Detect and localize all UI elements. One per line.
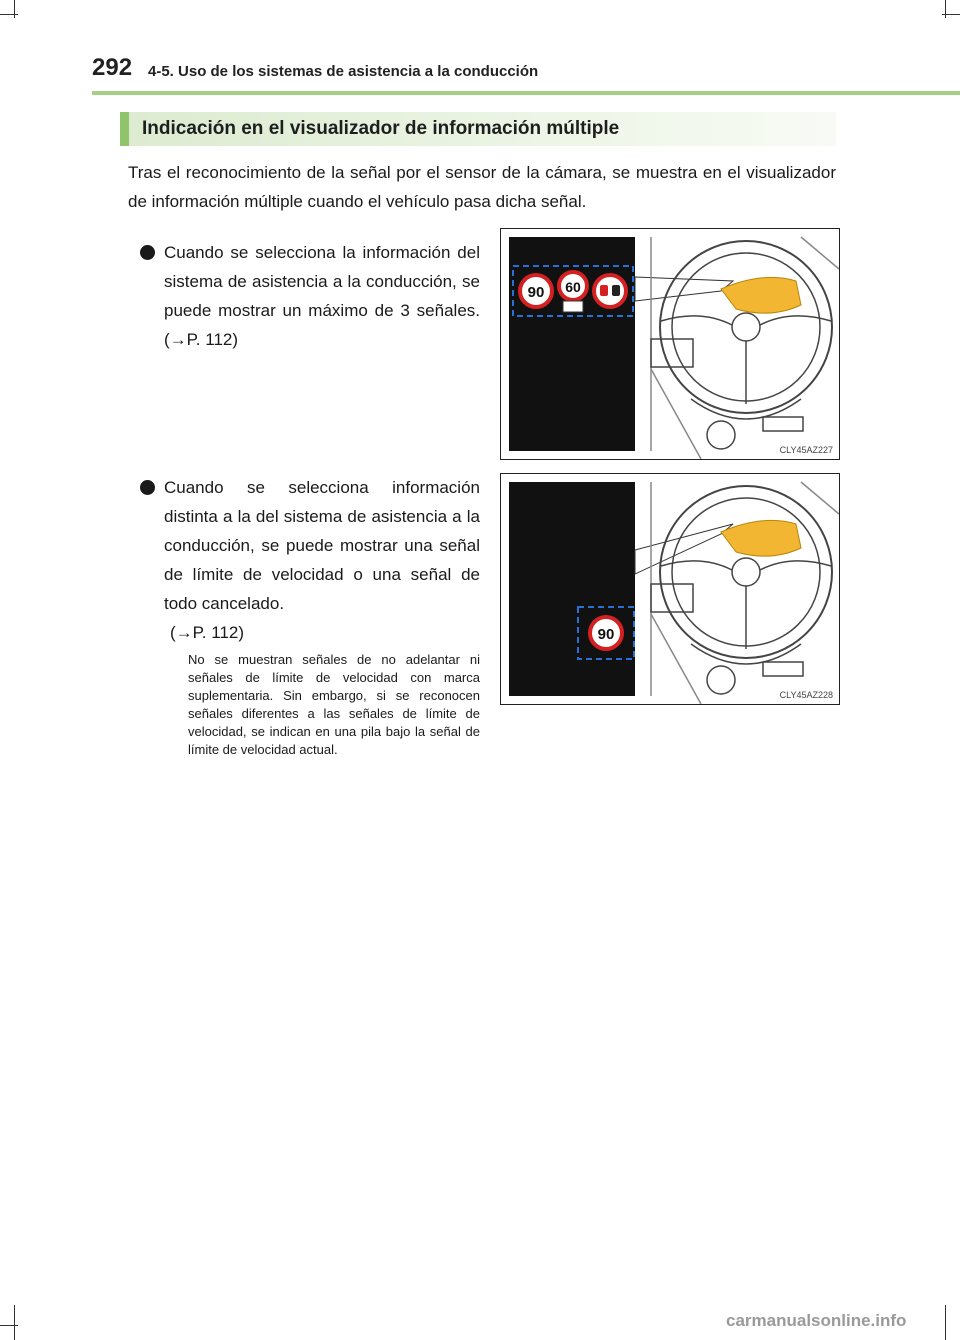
banner-accent xyxy=(120,112,129,146)
figure-dashboard-1-sign xyxy=(500,473,840,705)
crop-mark xyxy=(0,14,18,15)
page-number: 292 xyxy=(92,54,133,81)
speed-limit-sign-icon xyxy=(559,272,587,312)
chapter-title: 4-5. Uso de los sistemas de asistencia a la conducción xyxy=(148,63,539,80)
highlighted-meter xyxy=(721,520,801,556)
crop-mark xyxy=(14,0,15,18)
section-title: Indicación en el visualizador de información múltiple xyxy=(142,118,620,139)
intro-paragraph: Tras el reconocimiento de la señal por el sensor de la cámara, se muestra en el visualizador de información múltiple cuando el vehículo pasa dicha señal. xyxy=(128,163,836,211)
sign-value: 90 xyxy=(597,626,615,643)
bullet-text xyxy=(140,238,480,354)
display-panel xyxy=(509,237,635,451)
display-panel xyxy=(509,482,635,696)
pointer-line xyxy=(635,277,733,301)
crop-mark xyxy=(945,0,946,18)
steering-wheel-illustration xyxy=(651,482,839,704)
speed-limit-sign-icon xyxy=(520,275,552,307)
figure-code: CLY45AZ227 xyxy=(779,445,833,455)
dashboard-illustration xyxy=(501,474,839,704)
figure-code: CLY45AZ228 xyxy=(779,690,833,700)
no-overtaking-icon xyxy=(594,275,626,307)
bullet-2-note: No se muestran señales de no adelantar ni señales de límite de velocidad con marca suplementaria. Sin embargo, si se reconocen señales diferentes a las señales de límite de velocidad, se indican en una pila bajo la señal de límite de velocidad actual. xyxy=(188,652,480,757)
speed-limit-sign-icon xyxy=(590,617,622,649)
section-banner xyxy=(120,112,836,146)
highlighted-meter xyxy=(721,277,801,313)
bullet-text xyxy=(140,473,480,647)
sign-value: 90 xyxy=(527,284,545,301)
header-rule xyxy=(92,91,960,95)
crop-mark xyxy=(0,1325,18,1326)
dashboard-illustration xyxy=(501,229,839,459)
footer-watermark: carmanualsonline.info xyxy=(726,1311,907,1330)
bullet-2-text: Cuando se selecciona información distinta a la del sistema de asistencia a la conducción, se puede mostrar una señal de límite de velocidad o una señal de todo cancelado. xyxy=(164,478,480,613)
sign-value: 60 xyxy=(565,279,581,295)
bullet-2-ref: (→P. 112) xyxy=(170,623,245,642)
figure-dashboard-3-signs xyxy=(500,228,840,460)
bullet-1-text: Cuando se selecciona la información del sistema de asistencia a la conducción, se puede mostrar un máximo de 3 señales. (→P. 112) xyxy=(164,243,480,349)
crop-mark xyxy=(14,1305,15,1340)
crop-mark xyxy=(945,1305,946,1340)
steering-wheel-illustration xyxy=(651,237,839,459)
